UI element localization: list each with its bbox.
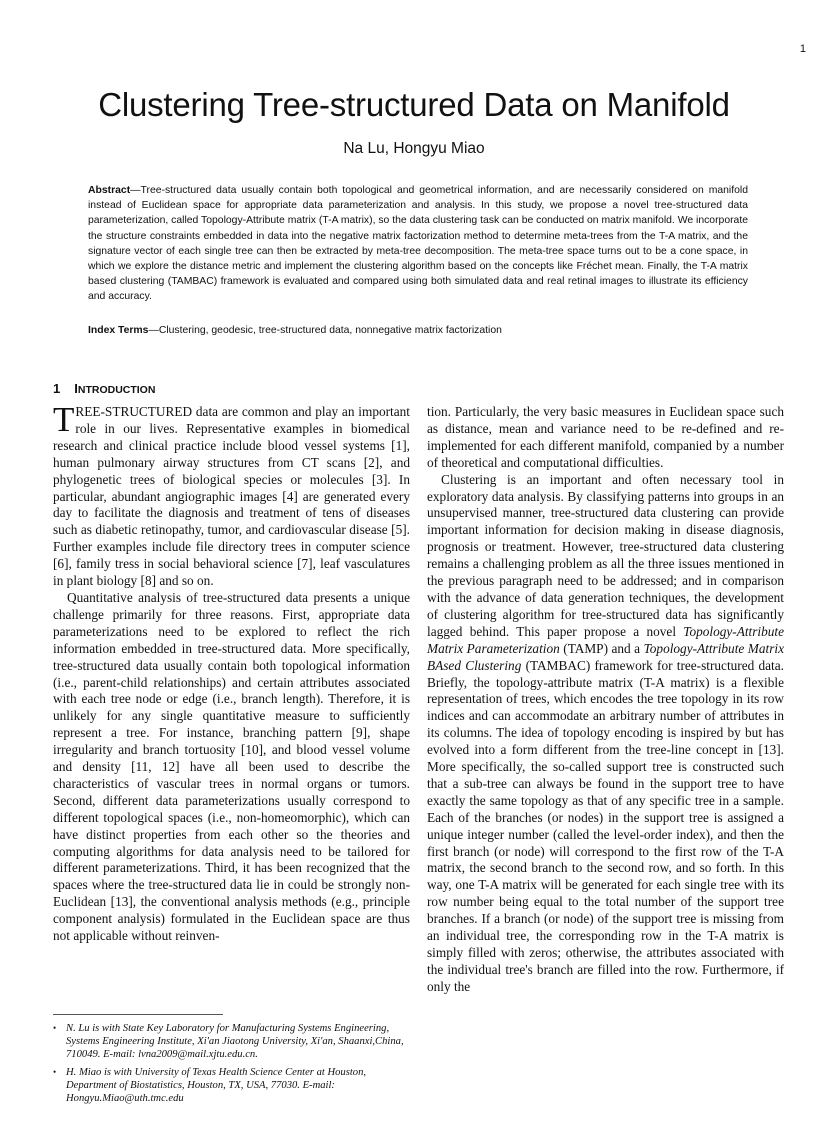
index-terms-text: —Clustering, geodesic, tree-structured data, nonnegative matrix factorization (148, 325, 502, 336)
footnote-text: H. Miao is with University of Texas Health Science Center at Houston, Department of Biostatistics, Houston, TX, USA, 77030. E-mail: Hongyu.Miao@uth.tmc.edu (66, 1066, 367, 1105)
section-title-rest: NTRODUCTION (77, 384, 156, 396)
paragraph-text: REE-STRUCTURED data are common and play an important role in our lives. Representative examples in biomedical research and clinical practice include blood vessel systems [1], human pulmonary airway structures from CT scans [2], and phylogenetic trees of biological species or molecules [3]. In particular, abundant angiographic images [4] are generated every day to facilitate the diagnosis and treatment of tens of diseases such as diabetic retinopathy, tumor, and cardiovascular disease [5]. Further examples include file directory trees in computer science [6], family tress in social behavioral science [7], leaf vasculatures in plant biology [8] and so on. (53, 404, 410, 589)
footnote (53, 1022, 410, 1062)
author-list: Na Lu, Hongyu Miao (343, 140, 485, 157)
abstract (88, 183, 748, 305)
paragraph-text: (TAMP) and a (559, 640, 644, 656)
paragraph: Quantitative analysis of tree-structured data presents a unique challenge primarily for three reasons. First, appropriate data parameterizations need to be explored to reflect the rich information embedded in tree-structured data. More specifically, tree-structured data usually contain both topological information (i.e., parent-child relationships) and certain attributes associated with each tree node or edge (i.e., branch length). Therefore, it is unlikely for any single quantitative measure to sufficiently represent a tree. For instance, branching pattern [9], shape irregularity and branch tortuosity [10], and blood vessel volume and density [11, 12] have all been used to describe the characteristics of vascular trees in normal organs or tumors. Second, different data parameterizations usually correspond to different topological spaces (i.e., non-homeomorphic), which can have distinct properties from each other so the theories and computing algorithms for data analysis need to be tailored for different parameterizations. Third, it has been recognized that the spaces where the tree-structured data lie in could be strongly non-Euclidean [13], the conventional analysis methods (e.g., principle component analysis) formulated in the Euclidean space are thus not applicable without reinven- (53, 589, 410, 944)
section-title-initial: I (74, 381, 78, 396)
footnote-rule (53, 1014, 223, 1015)
tambac-term: Topology-Attribute Matrix BAsed Clustering (427, 640, 784, 673)
tamp-term: Topology-Attribute Matrix Parameterization (427, 623, 784, 656)
bullet-icon: • (53, 1023, 57, 1033)
section-heading (53, 381, 155, 396)
footnote-text: N. Lu is with State Key Laboratory for Manufacturing Systems Engineering, Systems Engineering Institute, Xi'an Jiaotong University, Xi'an, Shaanxi,China, 710049. E-mail: lvna2009@mail.xjtu.edu.cn. (66, 1023, 404, 1061)
paragraph: tion. Particularly, the very basic measures in Euclidean space such as distance, mean and variance need to be re-defined and re-implemented for each different manifold, companied by a number of theoretical and computational difficulties. (427, 404, 784, 470)
paragraph-text: (TAMBAC) framework for tree-structured data. Briefly, the topology-attribute matrix (T-A matrix) is a flexible representation of trees, which encodes the tree topology in its row indices and can accommodate an arbitrary number of attributes in its columns. The idea of topology encoding is inspired by but has evolved into a form different from the tree-line concept in [13]. More specifically, the so-called support tree is constructed such that a sub-tree can always be found in the support tree to have exactly the same topology as that of any specific tree in a sample. Each of the branches (or nodes) in the support tree is assigned a unique integer number (called the level-order index), and then the first branch (or node) will correspond to the first row of the T-A matrix, the second branch to the second row, and so forth. In this way, one T-A matrix will be generated for each single tree with its row number being equal to the total number of the support tree branches. If a branch (or node) of the support tree is missing from an individual tree, the corresponding row in the T-A matrix is simply filled with zeros; otherwise, the attributes associated with the individual tree's branch are filled into the row. Furthermore, if only the (427, 657, 784, 994)
page-number: 1 (799, 43, 806, 55)
paragraph (427, 472, 784, 996)
drop-cap: T (53, 400, 75, 439)
right-column (427, 404, 784, 996)
index-terms (88, 323, 748, 338)
paragraph-text: Clustering is an important and often necessary tool in exploratory data analysis. By classifying patterns into groups in an unsupervised manner, tree-structured data clustering can provide important information for decision making in disease diagnosis, prognosis or treatment. However, tree-structured data clustering remains a challenging problem as all the three issues mentioned in the previous paragraph need to be addressed; and in comparison with the advance of data generation techniques, the development of clustering algorithm for tree-structured data has significantly lagged behind. This paper propose a novel (427, 471, 784, 639)
paper-title: Clustering Tree-structured Data on Manifold (98, 86, 730, 123)
paragraph (53, 400, 410, 590)
abstract-text: —Tree-structured data usually contain both topological and geometrical information, and are necessarily considered on manifold instead of Euclidean space for appropriate data parameterization and analysis. In this study, we propose a novel tree-structured data parameterization, called Topology-Attribute matrix (T-A matrix), so the data clustering task can be conducted on matrix manifold. We incorporate the structure constraints embedded in data into the negative matrix factorization method to determine meta-trees from the T-A matrix, and the signature vector of each single tree can then be extracted by meta-tree decomposition. The meta-tree space turns out to be a cone space, in which we explore the distance metric and implement the clustering algorithm based on the concepts like Fréchet mean. Finally, the T-A matrix based clustering (TAMBAC) framework is evaluated and compared using both simulated data and real retinal images to illustrate its efficiency and accuracy. (88, 185, 748, 303)
abstract-label: Abstract (88, 185, 131, 196)
footnote (53, 1066, 410, 1106)
left-column (53, 400, 410, 945)
section-number: 1 (53, 381, 61, 396)
index-terms-label: Index Terms (88, 325, 149, 336)
affiliation-footnotes (53, 1022, 410, 1109)
bullet-icon: • (53, 1066, 57, 1077)
